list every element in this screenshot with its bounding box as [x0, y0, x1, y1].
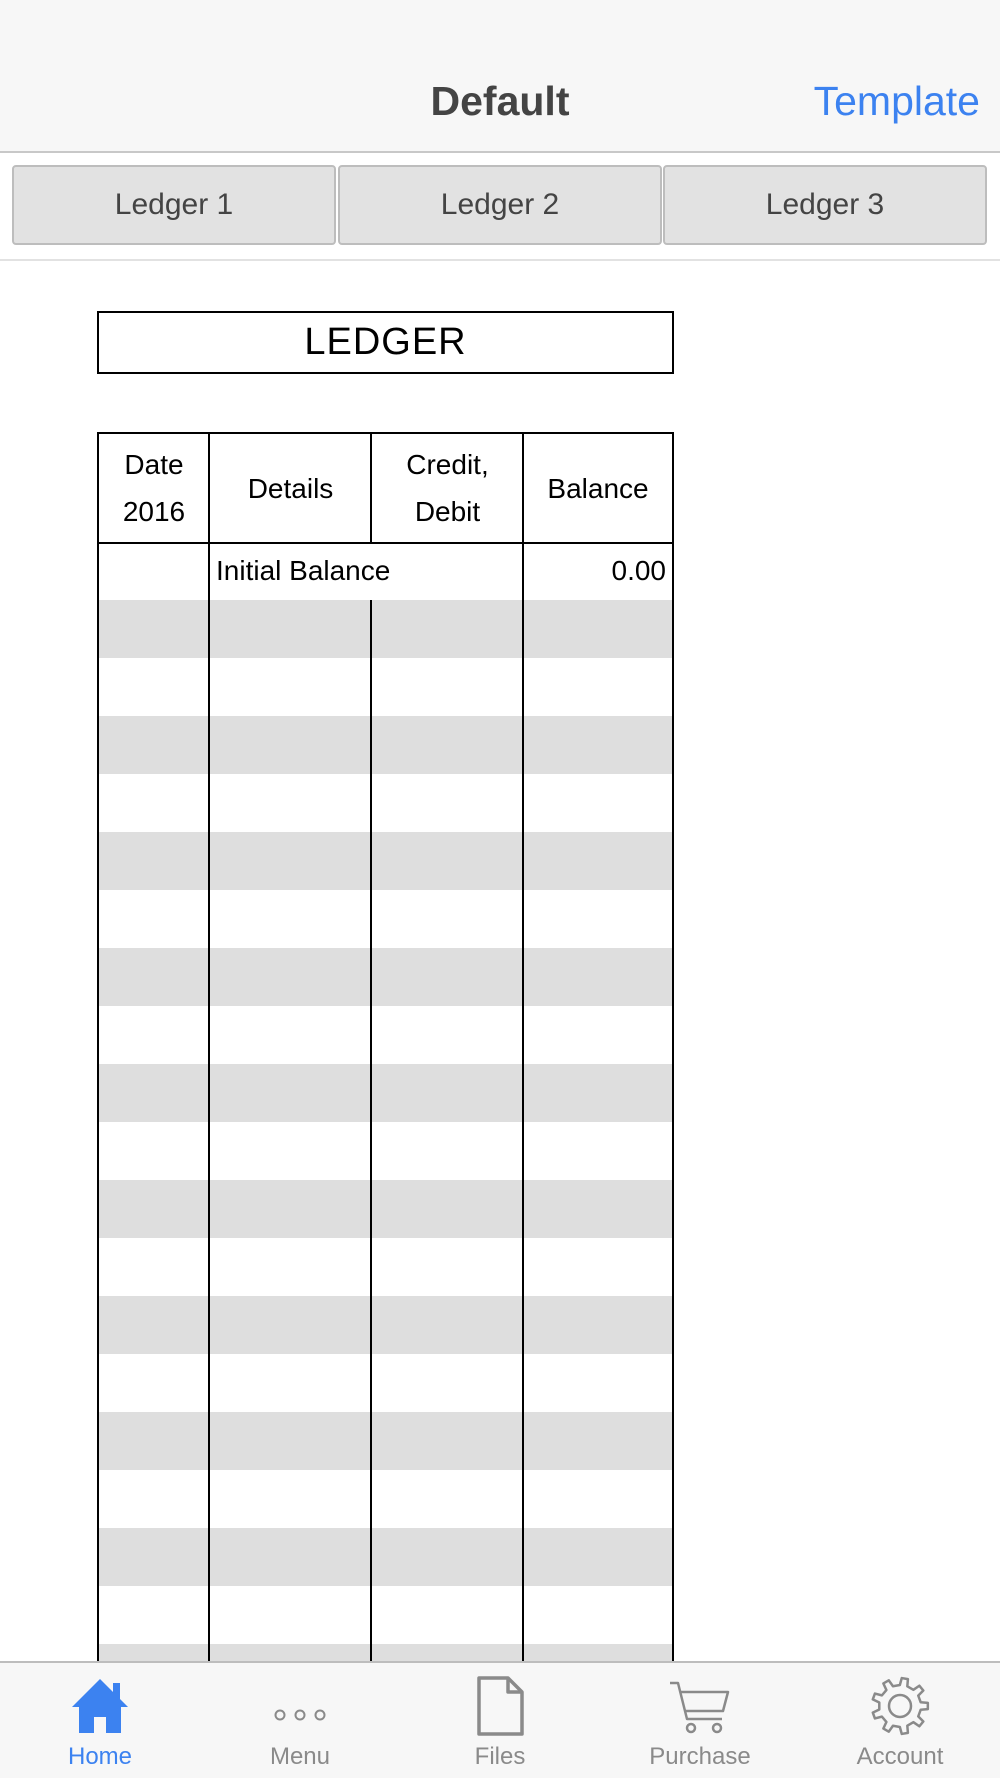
ledger-row-stripe	[99, 1644, 672, 1662]
column-line-details	[370, 600, 372, 1662]
tab-home-label: Home	[67, 1743, 133, 1770]
initial-balance-value: 0.00	[611, 555, 666, 586]
ledger-row-stripe	[99, 716, 672, 774]
tab-menu[interactable]	[200, 1663, 400, 1778]
tab-account[interactable]	[800, 1663, 1000, 1778]
year-label: 2016	[122, 496, 186, 527]
tab-files-label: Files	[474, 1743, 526, 1770]
home-icon	[70, 1675, 130, 1737]
ledger-1-button[interactable]: Ledger 1	[12, 165, 336, 245]
tab-files[interactable]	[400, 1663, 600, 1778]
ledger-row-stripe	[99, 1180, 672, 1238]
date-label: Date	[124, 449, 184, 480]
template-button[interactable]: Template	[813, 78, 980, 124]
page-title: Default	[430, 78, 570, 124]
initial-balance-label: Initial Balance	[216, 555, 391, 586]
column-line-details-header	[370, 434, 372, 542]
more-icon	[270, 1675, 330, 1737]
column-header-credit-debit	[372, 434, 523, 542]
ledger-title: LEDGER	[97, 311, 674, 374]
column-header-balance	[524, 434, 672, 542]
tab-purchase-label: Purchase	[649, 1743, 751, 1770]
ledger-table[interactable]	[97, 432, 674, 1662]
balance-label: Balance	[547, 472, 649, 504]
column-header-date	[99, 434, 209, 542]
ledger-segment-bar	[0, 153, 1000, 261]
details-label: Details	[247, 472, 334, 504]
ledger-3-button[interactable]: Ledger 3	[663, 165, 987, 245]
credit-label: Credit,	[406, 449, 489, 480]
column-line-credit	[522, 434, 524, 1662]
tab-bar	[0, 1661, 1000, 1778]
file-icon	[470, 1675, 530, 1737]
tab-purchase[interactable]	[600, 1663, 800, 1778]
tab-menu-label: Menu	[269, 1743, 331, 1770]
navigation-bar	[0, 0, 1000, 153]
ledger-row-stripe	[99, 1412, 672, 1470]
debit-label: Debit	[414, 496, 481, 527]
ledger-row-stripe	[99, 1528, 672, 1586]
ledger-row-stripe	[99, 948, 672, 1006]
ledger-2-button[interactable]: Ledger 2	[338, 165, 662, 245]
ledger-row-stripe	[99, 1296, 672, 1354]
ledger-row-stripe	[99, 832, 672, 890]
cart-icon	[670, 1675, 730, 1737]
column-line-date	[208, 434, 210, 1662]
gear-hub	[889, 1695, 911, 1717]
tab-home[interactable]	[0, 1663, 200, 1778]
ledger-row-stripe	[99, 600, 672, 658]
ledger-row-stripe	[99, 1064, 672, 1122]
tab-account-label: Account	[856, 1743, 944, 1770]
gear-outline	[873, 1678, 928, 1734]
gear-icon	[870, 1675, 930, 1737]
column-header-details	[210, 434, 371, 542]
